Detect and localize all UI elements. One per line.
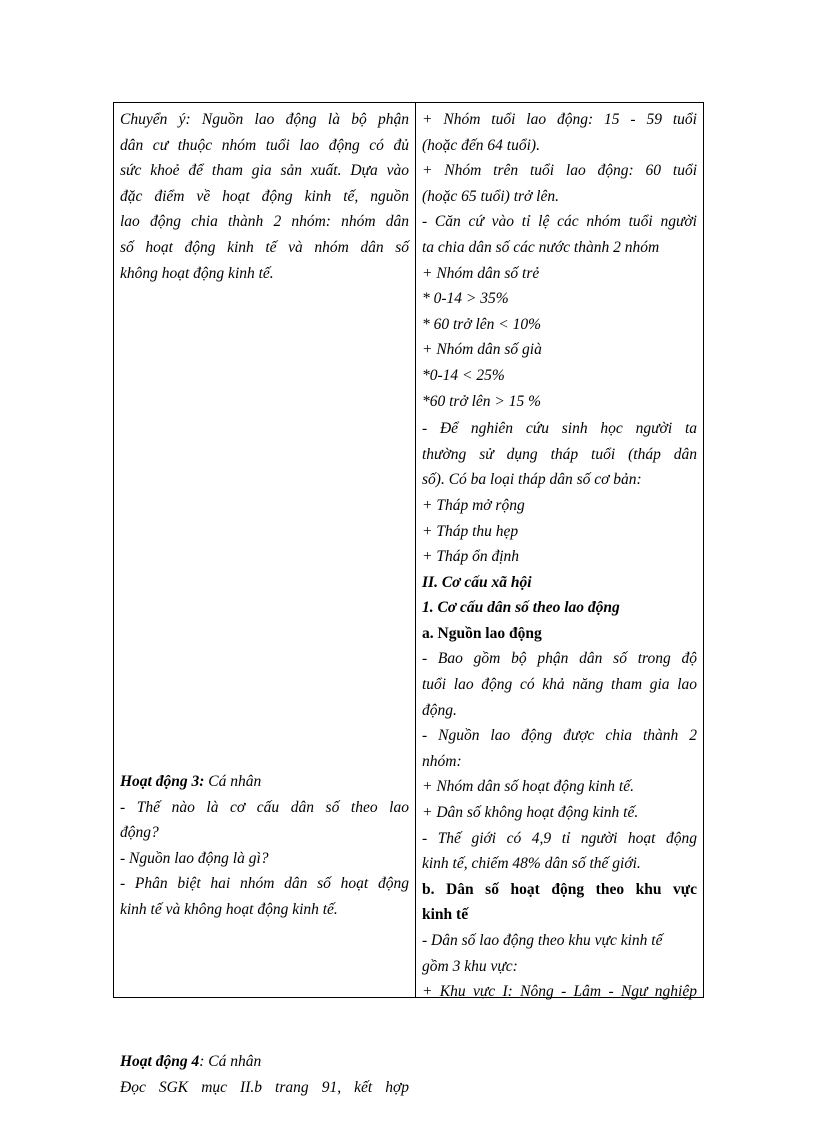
text-line: thường sử dụng tháp tuổi (tháp dân (422, 445, 697, 463)
text-line: + Tháp ổn định (422, 548, 520, 566)
text-line: - Dân số lao động theo khu vực kinh tế (422, 932, 663, 949)
text-line: - Thế nào là cơ cấu dân số theo lao (120, 798, 409, 816)
section-heading: II. Cơ cấu xã hội (422, 573, 532, 591)
text-line: (hoặc đến 64 tuổi). (422, 136, 540, 154)
text-line: ta chia dân số các nước thành 2 nhóm (422, 238, 660, 256)
text-line: kinh tế và không hoạt động kinh tế. (120, 900, 338, 918)
text-line: gồm 3 khu vực: (422, 957, 518, 975)
text-line: - Nguồn lao động là gì? (120, 849, 269, 867)
content-column (416, 103, 703, 1001)
text-line: đặc điểm về hoạt động kinh tế, nguồn (120, 187, 409, 205)
text-line: nhóm: (422, 752, 462, 770)
text-line: + Dân số không hoạt động kinh tế. (422, 804, 639, 822)
text-line: + Nhóm dân số trẻ (422, 264, 540, 282)
activity-title: Hoạt động 4 (120, 1053, 200, 1070)
text-line: + Nhóm dân số hoạt động kinh tế. (422, 778, 634, 796)
text-line: lao động chia thành 2 nhóm: nhóm dân (120, 213, 409, 231)
text-line: - Thế giới có 4,9 tỉ người hoạt động (422, 829, 697, 847)
text-line: - Phân biệt hai nhóm dân số hoạt động (120, 875, 409, 893)
text-line: + Tháp thu hẹp (422, 522, 519, 540)
activity-heading (120, 1049, 409, 1075)
activity-3 (120, 769, 409, 923)
lesson-table (113, 102, 704, 1096)
text-line: - Để nghiên cứu sinh học người ta (422, 420, 697, 438)
activity-mode: Cá nhân (204, 773, 262, 790)
text-line: kinh tế, chiếm 48% dân số thế giới. (422, 855, 641, 873)
subsection-heading: kinh tế (422, 906, 469, 924)
text-line: + Tháp mở rộng (422, 496, 525, 514)
text-line: - Căn cứ vào tỉ lệ các nhóm tuổi người (422, 213, 697, 231)
text-line: dân cư thuộc nhóm tuổi lao động có đủ (120, 136, 409, 154)
text-line: + Nhóm tuổi lao động: 15 - 59 tuổi (422, 111, 697, 128)
text-line: *60 trở lên > 15 % (422, 392, 542, 410)
text-line: tuổi lao động có khả năng tham gia lao (422, 676, 697, 694)
text-line: - Bao gồm bộ phận dân số trong độ (422, 650, 697, 668)
text-line: * 0-14 > 35% (422, 290, 509, 308)
text-line: Chuyển ý: Nguồn lao động là bộ phận (120, 111, 409, 128)
text-line: động? (120, 824, 159, 842)
text-line: + Khu vực I: Nông - Lâm - Ngư nghiệp (422, 983, 697, 1001)
text-line: + Nhóm dân số già (422, 341, 542, 359)
content-body (422, 107, 697, 1005)
subsection-heading: a. Nguồn lao động (422, 624, 542, 642)
text-line: *0-14 < 25% (422, 366, 505, 384)
text-line: Đọc SGK mục II.b trang 91, kết hợp (120, 1078, 409, 1096)
text-line: * 60 trở lên < 10% (422, 315, 542, 333)
text-line: không hoạt động kinh tế. (120, 264, 274, 282)
text-line: - Nguồn lao động được chia thành 2 (422, 727, 697, 745)
text-line: số). Có ba loại tháp dân số cơ bản: (422, 471, 642, 489)
text-line: (hoặc 65 tuổi) trở lên. (422, 187, 559, 205)
text-line: sức khoẻ để tham gia sản xuất. Dựa vào (120, 162, 409, 180)
activity-title: Hoạt động 3: (120, 773, 205, 790)
subsection-heading: b. Dân số hoạt động theo khu vực (422, 880, 697, 898)
activity-mode: : Cá nhân (199, 1053, 262, 1070)
activity-4 (120, 1049, 409, 1100)
text-line: số hoạt động kinh tế và nhóm dân số (120, 238, 409, 256)
activity-heading (120, 769, 409, 795)
text-line: + Nhóm trên tuổi lao động: 60 tuổi (422, 162, 697, 180)
text-line: động. (422, 701, 457, 719)
transition-note (120, 107, 409, 286)
section-heading: 1. Cơ cấu dân số theo lao động (422, 599, 620, 617)
teacher-activity-column (114, 103, 416, 1096)
